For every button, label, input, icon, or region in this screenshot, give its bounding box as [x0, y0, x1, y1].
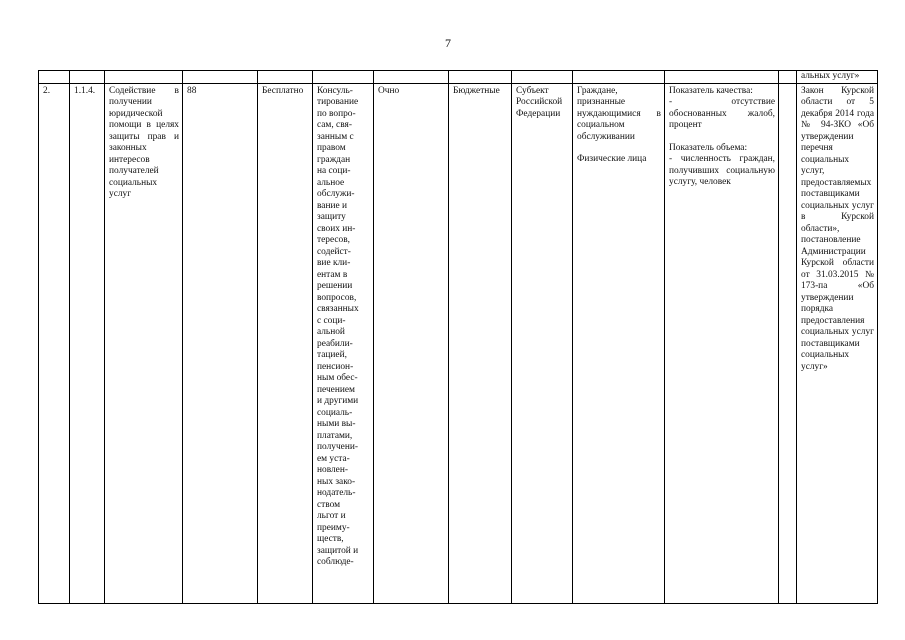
- volume-indicator-header: Показатель объема:: [669, 142, 748, 153]
- cell-empty: [313, 71, 374, 84]
- service-provider: Субъект Российской Федерации: [512, 83, 573, 603]
- cell-empty: [39, 71, 70, 84]
- cell-empty: [449, 71, 512, 84]
- cell-empty: [183, 71, 258, 84]
- service-code: 1.1.4.: [70, 83, 105, 603]
- recipients-type: Физические лица: [577, 154, 647, 164]
- cell-empty: [258, 71, 313, 84]
- row-number: 2.: [39, 83, 70, 603]
- quality-indicator-header: Показатель качества:: [669, 85, 753, 96]
- quality-indicator-item: - отсутствие обоснованных жалоб, процент: [669, 97, 775, 130]
- cell-empty: [105, 71, 183, 84]
- financing-source: Бюджетные: [449, 83, 512, 603]
- cell-empty: [779, 83, 797, 603]
- recipients-cell: [573, 83, 665, 603]
- code-value: 88: [183, 83, 258, 603]
- service-content: [313, 83, 374, 603]
- cell-empty: [573, 71, 665, 84]
- cell-empty: [374, 71, 449, 84]
- continuation-row: [39, 71, 878, 84]
- services-table: [38, 70, 878, 604]
- volume-indicator-item: - численность граждан, получивших социальную услугу, человек: [669, 154, 775, 187]
- recipients-category: Граждане, признанные нуждающимися в социальном обслуживании: [577, 85, 661, 142]
- page-number: 7: [445, 36, 451, 50]
- legal-basis: Закон Курской области от 5 декабря 2014 года № 94-ЗКО «Об утверждении перечня социальных услуг, предоставляемых поставщиками социальных услуг в Курской области», постановление Администрации Курской области от 31.03.2015 № 173-па «Об утверждении порядка предоставления социальных услуг поставщиками социальных услуг»: [797, 83, 878, 603]
- payment-condition: Бесплатно: [258, 83, 313, 603]
- cell-empty: [779, 71, 797, 84]
- service-name: Содействие в получении юридической помощи в целях защиты прав и законных интересов получателей социальных услуг: [105, 83, 183, 603]
- cell-empty: [512, 71, 573, 84]
- cell-empty: [70, 71, 105, 84]
- cell-empty: [665, 71, 779, 84]
- continuation-text: альных услуг»: [797, 71, 878, 84]
- service-content-text: Консуль- тирование по вопро- сам, свя- занным с правом граждан на соци- альное обслужи- вание и защиту своих ин- тересов, содейст- вие кли- ентам в решении вопросов, связанных с соци- альной реабили- тацией, пенсион- ным обес- печением и другими социаль- ными вы- платами, получени- ем уста- новлен- ных зако- нодатель- ством льгот и преиму- ществ, защитой и соблюде-: [317, 85, 359, 567]
- table-row: [39, 83, 878, 603]
- indicators-cell: [665, 83, 779, 603]
- service-form: Очно: [374, 83, 449, 603]
